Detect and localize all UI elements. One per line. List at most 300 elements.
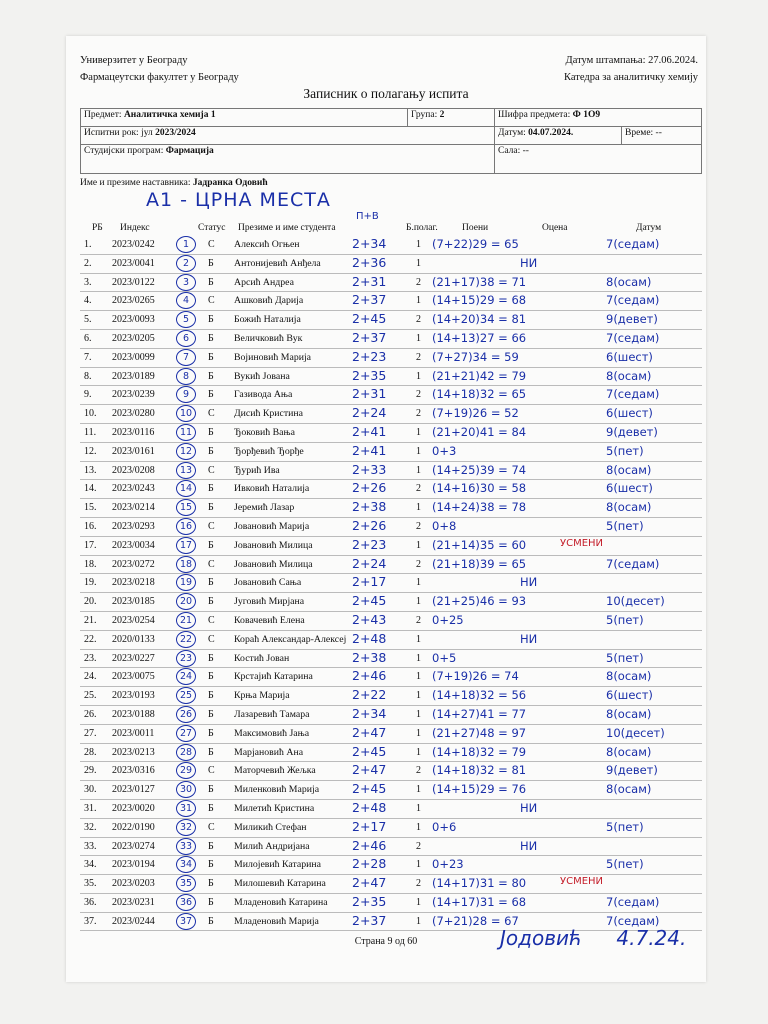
row-number: 21. [84, 614, 97, 626]
circled-number: 14 [176, 480, 196, 497]
handwritten-heading: А1 - ЦРНА МЕСТА [146, 189, 331, 211]
attempt-count: 1 [416, 257, 421, 269]
table-row [80, 424, 702, 443]
circled-number: 32 [176, 819, 196, 836]
attempt-count: 1 [416, 652, 421, 664]
student-index: 2023/0242 [112, 239, 155, 250]
handwritten-calculation: (14+17)31 = 68 [432, 894, 527, 909]
handwritten-grade: 5(пет) [606, 518, 644, 533]
handwritten-calculation: 0+25 [432, 612, 464, 627]
student-status: С [208, 821, 215, 833]
student-name: Дисић Кристина [234, 408, 304, 420]
col-header-rb: РБ [92, 223, 103, 233]
handwritten-calculation: НИ [520, 631, 538, 646]
attempt-count: 1 [416, 445, 421, 457]
student-status: Б [208, 784, 214, 796]
handwritten-grade: 10(десет) [606, 725, 665, 740]
student-name: Газивода Ања [234, 389, 293, 401]
student-name: Војиновић Марија [234, 351, 312, 363]
attempt-count: 1 [416, 502, 421, 514]
student-status: Б [208, 257, 214, 269]
student-name: Ковачевић Елена [234, 614, 305, 626]
attempt-count: 1 [416, 802, 421, 814]
student-status: С [208, 520, 215, 532]
student-status: Б [208, 727, 214, 739]
student-name: Величковић Вук [234, 332, 303, 344]
student-status: Б [208, 859, 214, 871]
attempt-count: 2 [416, 520, 421, 532]
row-number: 18. [84, 558, 97, 570]
handwritten-calculation: (14+13)27 = 66 [432, 330, 527, 345]
student-name: Милић Андријана [234, 840, 310, 852]
student-name: Крстајић Катарина [234, 671, 313, 683]
table-row [80, 368, 702, 387]
row-number: 37. [84, 915, 97, 927]
handwritten-grade: 5(пет) [606, 443, 644, 458]
circled-number: 35 [176, 875, 196, 892]
row-number: 1. [84, 239, 92, 250]
student-index: 2023/0205 [112, 332, 155, 344]
student-status: Б [208, 276, 214, 288]
handwritten-points: 2+22 [352, 687, 387, 703]
circled-number: 15 [176, 499, 196, 516]
circled-number: 8 [176, 368, 196, 385]
handwritten-grade: 8(осам) [606, 706, 652, 721]
student-status: Б [208, 840, 214, 852]
student-list [80, 236, 702, 931]
handwritten-points: 2+35 [352, 893, 387, 909]
student-status: Б [208, 351, 214, 363]
exam-time-cell: Време: -- [622, 127, 702, 145]
col-header-grade: Оцена [542, 223, 568, 233]
handwritten-points: 2+31 [352, 386, 387, 402]
circled-number: 7 [176, 349, 196, 366]
attempt-count: 1 [416, 577, 421, 589]
student-index: 2023/0272 [112, 558, 155, 570]
handwritten-points: 2+24 [352, 555, 387, 571]
table-row [80, 330, 702, 349]
row-number: 26. [84, 708, 97, 720]
faculty-name: Фармацеутски факултет у Београду [80, 72, 239, 83]
circled-number: 20 [176, 593, 196, 610]
attempt-count: 1 [416, 859, 421, 871]
attempt-count: 1 [416, 784, 421, 796]
handwritten-calculation: (21+14)35 = 60 [432, 537, 527, 552]
table-row [80, 612, 702, 631]
handwritten-calculation: (14+15)29 = 68 [432, 293, 527, 308]
room-cell: Сала: -- [495, 145, 702, 174]
student-status: С [208, 633, 215, 645]
study-program-cell: Студијски програм: Фармација [81, 145, 495, 174]
student-name: Јовановић Марија [234, 520, 310, 532]
handwritten-grade: 8(осам) [606, 669, 652, 684]
table-row [80, 556, 702, 575]
student-name: Максимовић Јања [234, 727, 310, 739]
handwritten-points: 2+45 [352, 743, 387, 759]
handwritten-points: 2+26 [352, 517, 387, 533]
student-index: 2023/0231 [112, 896, 155, 908]
handwritten-grade: 7(седам) [606, 387, 660, 402]
student-index: 2023/0265 [112, 295, 155, 307]
attempt-count: 2 [416, 276, 421, 288]
handwritten-points: 2+35 [352, 367, 387, 383]
handwritten-grade: 8(осам) [606, 368, 652, 383]
handwritten-points: 2+38 [352, 499, 387, 515]
attempt-count: 2 [416, 765, 421, 777]
circled-number: 10 [176, 405, 196, 422]
row-number: 36. [84, 896, 97, 908]
student-name: Ђурић Ива [234, 464, 280, 476]
handwritten-calculation: (14+18)32 = 79 [432, 744, 527, 759]
circled-number: 24 [176, 668, 196, 685]
handwritten-calculation: 0+23 [432, 857, 464, 872]
attempt-count: 2 [416, 614, 421, 626]
attempt-count: 2 [416, 351, 421, 363]
row-number: 24. [84, 671, 97, 683]
student-status: Б [208, 483, 214, 495]
row-number: 7. [84, 351, 92, 363]
exam-info-table [80, 108, 702, 174]
attempt-count: 1 [416, 539, 421, 551]
handwritten-calculation: (7+19)26 = 52 [432, 406, 519, 421]
handwritten-calculation: НИ [520, 838, 538, 853]
exam-term-cell: Испитни рок: јул 2023/2024 [81, 127, 495, 145]
subject-code-cell: Шифра предмета: Ф 1О9 [495, 109, 702, 127]
table-row [80, 255, 702, 274]
student-index: 2023/0041 [112, 257, 155, 269]
handwritten-points: 2+46 [352, 837, 387, 853]
student-name: Ивковић Наталија [234, 483, 310, 495]
table-row [80, 838, 702, 857]
circled-number: 18 [176, 556, 196, 573]
handwritten-grade: 6(шест) [606, 406, 653, 421]
student-index: 2023/0254 [112, 614, 155, 626]
handwritten-points: 2+47 [352, 762, 387, 778]
student-index: 2023/0188 [112, 708, 155, 720]
handwritten-calculation: (14+18)32 = 81 [432, 763, 527, 778]
circled-number: 25 [176, 687, 196, 704]
table-row [80, 574, 702, 593]
handwritten-points: 2+38 [352, 649, 387, 665]
row-number: 23. [84, 652, 97, 664]
student-status: С [208, 558, 215, 570]
table-row [80, 537, 702, 556]
row-number: 20. [84, 596, 97, 608]
student-status: Б [208, 690, 214, 702]
row-number: 17. [84, 539, 97, 551]
handwritten-calculation: (21+20)41 = 84 [432, 424, 527, 439]
student-index: 2023/0239 [112, 389, 155, 401]
handwritten-points: 2+45 [352, 593, 387, 609]
table-row [80, 292, 702, 311]
row-number: 16. [84, 520, 97, 532]
student-name: Ђоковић Вања [234, 426, 295, 438]
row-number: 3. [84, 276, 92, 288]
handwritten-points: 2+37 [352, 292, 387, 308]
student-index: 2023/0316 [112, 765, 155, 777]
student-status: Б [208, 502, 214, 514]
group-cell: Група: 2 [408, 109, 495, 127]
handwritten-grade: 7(седам) [606, 237, 660, 251]
handwritten-calculation: (14+18)32 = 56 [432, 688, 527, 703]
exam-date-cell: Датум: 04.07.2024. [495, 127, 622, 145]
student-status: Б [208, 878, 214, 890]
row-number: 13. [84, 464, 97, 476]
table-row [80, 480, 702, 499]
student-name: Ђорђевић Ђорђе [234, 445, 304, 457]
attempt-count: 1 [416, 332, 421, 344]
handwritten-calculation: (7+19)26 = 74 [432, 669, 519, 684]
attempt-count: 1 [416, 727, 421, 739]
handwritten-points: 2+37 [352, 329, 387, 345]
col-header-status: Статус [198, 223, 226, 233]
department-name: Катедра за аналитичку хемију [564, 72, 698, 83]
student-status: С [208, 239, 215, 250]
student-index: 2023/0213 [112, 746, 155, 758]
student-status: Б [208, 332, 214, 344]
student-index: 2023/0193 [112, 690, 155, 702]
student-index: 2023/0011 [112, 727, 155, 739]
header-left [80, 52, 239, 86]
handwritten-calculation: (7+22)29 = 65 [432, 237, 519, 251]
table-row [80, 744, 702, 763]
student-name: Антонијевић Анђела [234, 257, 321, 269]
table-row [80, 443, 702, 462]
attempt-count: 1 [416, 464, 421, 476]
oral-exam-note: УСМЕНИ [560, 876, 604, 888]
signature-date: 4.7.24. [616, 926, 687, 950]
handwritten-grade: 9(девет) [606, 424, 658, 439]
university-name: Универзитет у Београду [80, 55, 188, 66]
handwritten-calculation: 0+8 [432, 518, 457, 533]
student-index: 2023/0227 [112, 652, 155, 664]
print-date: Датум штампања: 27.06.2024. [565, 55, 698, 66]
row-number: 2. [84, 257, 92, 269]
handwritten-grade: 8(осам) [606, 782, 652, 797]
student-index: 2023/0116 [112, 426, 155, 438]
student-index: 2023/0093 [112, 314, 155, 326]
student-index: 2023/0203 [112, 878, 155, 890]
row-number: 35. [84, 878, 97, 890]
table-row [80, 349, 702, 368]
student-status: Б [208, 915, 214, 927]
row-number: 15. [84, 502, 97, 514]
row-number: 12. [84, 445, 97, 457]
student-status: Б [208, 314, 214, 326]
row-number: 22. [84, 633, 97, 645]
row-number: 10. [84, 408, 97, 420]
handwritten-calculation: (14+18)32 = 65 [432, 387, 527, 402]
table-row [80, 819, 702, 838]
handwritten-points: 2+47 [352, 875, 387, 891]
exam-record-sheet [66, 36, 706, 982]
attempt-count: 2 [416, 840, 421, 852]
student-status: Б [208, 802, 214, 814]
handwritten-calculation: НИ [520, 575, 538, 590]
attempt-count: 1 [416, 915, 421, 927]
row-number: 4. [84, 295, 92, 307]
table-row [80, 631, 702, 650]
col-header-index: Индекс [120, 223, 150, 233]
student-name: Милетић Кристина [234, 802, 315, 814]
attempt-count: 1 [416, 426, 421, 438]
col-header-date: Датум [636, 223, 662, 233]
circled-number: 34 [176, 856, 196, 873]
handwritten-points: 2+23 [352, 536, 387, 552]
handwritten-grade: 6(шест) [606, 688, 653, 703]
student-index: 2023/0218 [112, 577, 155, 589]
handwritten-grade: 6(шест) [606, 481, 653, 496]
handwritten-calculation: 0+6 [432, 819, 457, 834]
handwritten-calculation: (21+17)38 = 71 [432, 274, 527, 289]
handwritten-points: 2+26 [352, 480, 387, 496]
student-status: Б [208, 370, 214, 382]
student-name: Крња Марија [234, 690, 290, 702]
circled-number: 23 [176, 650, 196, 667]
student-name: Јовановић Милица [234, 558, 313, 570]
student-status: Б [208, 708, 214, 720]
row-number: 30. [84, 784, 97, 796]
handwritten-calculation: (14+24)38 = 78 [432, 500, 527, 515]
row-number: 6. [84, 332, 92, 344]
handwritten-points: 2+17 [352, 818, 387, 834]
circled-number: 6 [176, 330, 196, 347]
document-title: Записник о полагању испита [303, 86, 469, 101]
handwritten-grade: 8(осам) [606, 462, 652, 477]
table-row [80, 725, 702, 744]
attempt-count: 2 [416, 389, 421, 401]
row-number: 34. [84, 859, 97, 871]
row-number: 19. [84, 577, 97, 589]
student-name: Алексић Огњен [234, 239, 300, 250]
student-name: Јовановић Милица [234, 539, 313, 551]
handwritten-points: 2+37 [352, 912, 387, 928]
circled-number: 12 [176, 443, 196, 460]
table-row [80, 311, 702, 330]
attempt-count: 1 [416, 690, 421, 702]
student-status: Б [208, 577, 214, 589]
attempt-count: 1 [416, 746, 421, 758]
circled-number: 36 [176, 894, 196, 911]
handwritten-grade: 9(девет) [606, 312, 658, 327]
col-header-attempt: Б.полаг. [406, 223, 438, 233]
student-name: Милојевић Катарина [234, 859, 322, 871]
student-status: С [208, 408, 215, 420]
student-status: Б [208, 896, 214, 908]
signature [500, 926, 686, 950]
handwritten-points: 2+17 [352, 574, 387, 590]
handwritten-calculation: (14+16)30 = 58 [432, 481, 527, 496]
oral-exam-note: УСМЕНИ [560, 537, 604, 549]
circled-number: 16 [176, 518, 196, 535]
circled-number: 19 [176, 574, 196, 591]
attempt-count: 1 [416, 708, 421, 720]
handwritten-pb: П+В [356, 211, 379, 222]
student-index: 2023/0099 [112, 351, 155, 363]
student-status: Б [208, 539, 214, 551]
handwritten-points: 2+46 [352, 668, 387, 684]
row-number: 29. [84, 765, 97, 777]
student-index: 2023/0122 [112, 276, 155, 288]
handwritten-calculation: (21+27)48 = 97 [432, 725, 527, 740]
table-row [80, 762, 702, 781]
student-name: Миликић Стефан [234, 821, 307, 833]
handwritten-calculation: 0+5 [432, 650, 457, 665]
attempt-count: 1 [416, 596, 421, 608]
handwritten-grade: 7(седам) [606, 913, 660, 928]
row-number: 8. [84, 370, 92, 382]
circled-number: 4 [176, 292, 196, 309]
handwritten-calculation: (14+17)31 = 80 [432, 876, 527, 891]
handwritten-grade: 9(девет) [606, 763, 658, 778]
handwritten-points: 2+45 [352, 781, 387, 797]
row-number: 27. [84, 727, 97, 739]
student-index: 2020/0133 [112, 633, 155, 645]
student-index: 2023/0020 [112, 802, 155, 814]
row-number: 9. [84, 389, 92, 401]
row-number: 28. [84, 746, 97, 758]
handwritten-points: 2+34 [352, 705, 387, 721]
student-name: Божић Наталија [234, 314, 301, 326]
student-index: 2023/0075 [112, 671, 155, 683]
student-index: 2023/0127 [112, 784, 155, 796]
signature-name: Јодовић [500, 926, 583, 950]
student-index: 2023/0243 [112, 483, 155, 495]
row-number: 31. [84, 802, 97, 814]
handwritten-points: 2+43 [352, 611, 387, 627]
student-status: Б [208, 671, 214, 683]
handwritten-grade: 8(осам) [606, 274, 652, 289]
circled-number: 21 [176, 612, 196, 629]
student-status: Б [208, 746, 214, 758]
handwritten-points: 2+41 [352, 423, 387, 439]
student-name: Миленковић Марија [234, 784, 320, 796]
student-index: 2023/0161 [112, 445, 155, 457]
student-index: 2022/0190 [112, 821, 155, 833]
student-status: Б [208, 445, 214, 457]
handwritten-points: 2+23 [352, 348, 387, 364]
student-status: С [208, 464, 215, 476]
handwritten-calculation: (14+15)29 = 76 [432, 782, 527, 797]
handwritten-points: 2+45 [352, 311, 387, 327]
circled-number: 11 [176, 424, 196, 441]
page-number: Страна 9 од 60 [354, 936, 418, 947]
handwritten-calculation: (14+20)34 = 81 [432, 312, 527, 327]
col-header-name: Презиме и име студента [238, 223, 336, 233]
table-row [80, 668, 702, 687]
table-row [80, 706, 702, 725]
student-index: 2023/0185 [112, 596, 155, 608]
table-row [80, 593, 702, 612]
student-index: 2023/0274 [112, 840, 155, 852]
handwritten-calculation: (14+27)41 = 77 [432, 706, 527, 721]
attempt-count: 1 [416, 633, 421, 645]
circled-number: 1 [176, 236, 196, 253]
student-status: С [208, 765, 215, 777]
handwritten-points: 2+41 [352, 442, 387, 458]
table-row [80, 236, 702, 255]
handwritten-points: 2+33 [352, 461, 387, 477]
handwritten-grade: 5(пет) [606, 819, 644, 834]
row-number: 33. [84, 840, 97, 852]
handwritten-calculation: 0+3 [432, 443, 457, 458]
table-row [80, 518, 702, 537]
circled-number: 27 [176, 725, 196, 742]
student-name: Милошевић Катарина [234, 878, 326, 890]
handwritten-grade: 8(осам) [606, 500, 652, 515]
table-row [80, 875, 702, 894]
handwritten-calculation: (14+25)39 = 74 [432, 462, 527, 477]
